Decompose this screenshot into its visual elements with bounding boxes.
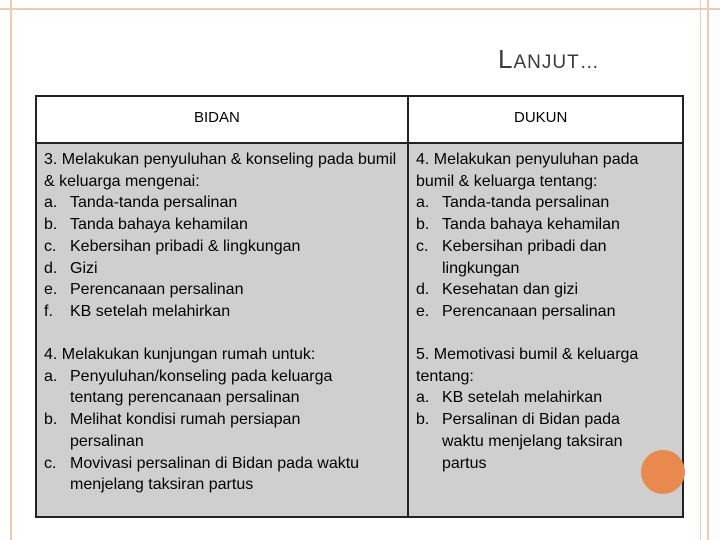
- list-item: [416, 301, 674, 323]
- frame-top-line: [0, 8, 720, 10]
- list-marker: e.: [44, 281, 58, 299]
- list-text: KB setelah melahirkan: [442, 389, 603, 407]
- list-text: Tanda-tanda persalinan: [442, 194, 610, 212]
- list-text: Persalinan di Bidan pada waktu menjelang taksiran partus: [442, 411, 623, 472]
- slide-title-initial: L: [498, 44, 514, 74]
- list-item: [416, 387, 674, 409]
- list-text: Melihat kondisi rumah persiapan persalinan: [70, 411, 301, 450]
- list-text: Perencanaan persalinan: [70, 281, 244, 299]
- cell-intro: 4. Melakukan kunjungan rumah untuk:: [44, 346, 316, 363]
- list-item: [44, 409, 400, 452]
- list-marker: c.: [44, 454, 57, 472]
- list-item: [44, 279, 400, 301]
- cell-list: [44, 366, 400, 496]
- list-text: Gizi: [70, 259, 98, 277]
- cell-bidan-2: [44, 344, 400, 496]
- cell-list: [416, 387, 674, 474]
- list-marker: b.: [416, 216, 430, 234]
- list-text: Tanda bahaya kehamilan: [442, 216, 620, 234]
- list-item: [44, 192, 400, 214]
- list-item: [416, 279, 674, 301]
- list-marker: b.: [44, 216, 58, 234]
- list-text: Kebersihan pribadi & lingkungan: [70, 237, 301, 255]
- list-text: Movivasi persalinan di Bidan pada waktu menjelang taksiran partus: [70, 454, 360, 494]
- list-item: [44, 453, 400, 496]
- list-item: [44, 214, 400, 236]
- decorative-circle-icon: [641, 450, 685, 494]
- list-marker: f.: [44, 302, 53, 320]
- list-item: [416, 214, 674, 236]
- list-text: Perencanaan persalinan: [442, 302, 616, 320]
- cell-dukun-1: [416, 149, 674, 323]
- column-divider: [407, 95, 409, 518]
- list-marker: a.: [416, 194, 430, 212]
- list-text: Penyuluhan/konseling pada keluarga tentang perencanaan persalinan: [70, 367, 333, 407]
- list-text: Kesehatan dan gizi: [442, 281, 579, 299]
- cell-list: [44, 192, 400, 322]
- cell-intro: 4. Melakukan penyuluhan pada bumil & keluarga tentang:: [416, 151, 639, 190]
- list-text: Tanda-tanda persalinan: [70, 194, 238, 212]
- list-marker: a.: [44, 194, 58, 212]
- list-marker: e.: [416, 302, 430, 320]
- list-text: Tanda bahaya kehamilan: [70, 216, 248, 234]
- list-item: [416, 192, 674, 214]
- list-marker: c.: [416, 237, 429, 255]
- list-item: [44, 258, 400, 280]
- cell-intro: 5. Memotivasi bumil & keluarga tentang:: [416, 346, 639, 385]
- list-item: [44, 301, 400, 323]
- slide-title-rest: ANJUT…: [513, 52, 600, 73]
- list-item: [416, 409, 674, 474]
- list-item: [416, 236, 674, 279]
- slide-title: [498, 44, 600, 75]
- list-marker: a.: [44, 367, 58, 385]
- cell-dukun-2: [416, 344, 674, 474]
- list-marker: b.: [44, 411, 58, 429]
- table-header-row: [37, 97, 682, 144]
- list-item: [44, 366, 400, 409]
- list-item: [44, 236, 400, 258]
- header-bidan: BIDAN: [194, 109, 240, 126]
- cell-bidan-1: [44, 149, 400, 323]
- frame-right-line-inner: [700, 0, 701, 540]
- list-marker: c.: [44, 237, 57, 255]
- frame-right-line-outer: [707, 0, 709, 540]
- list-text: Kebersihan pribadi dan lingkungan: [442, 237, 607, 277]
- cell-list: [416, 192, 674, 322]
- frame-left-line: [10, 0, 12, 540]
- list-marker: d.: [44, 259, 58, 277]
- list-marker: a.: [416, 389, 430, 407]
- list-text: KB setelah melahirkan: [70, 302, 231, 320]
- header-dukun: DUKUN: [514, 109, 568, 126]
- list-marker: d.: [416, 281, 430, 299]
- cell-intro: 3. Melakukan penyuluhan & konseling pada bumil & keluarga mengenai:: [44, 151, 397, 190]
- list-marker: b.: [416, 411, 430, 429]
